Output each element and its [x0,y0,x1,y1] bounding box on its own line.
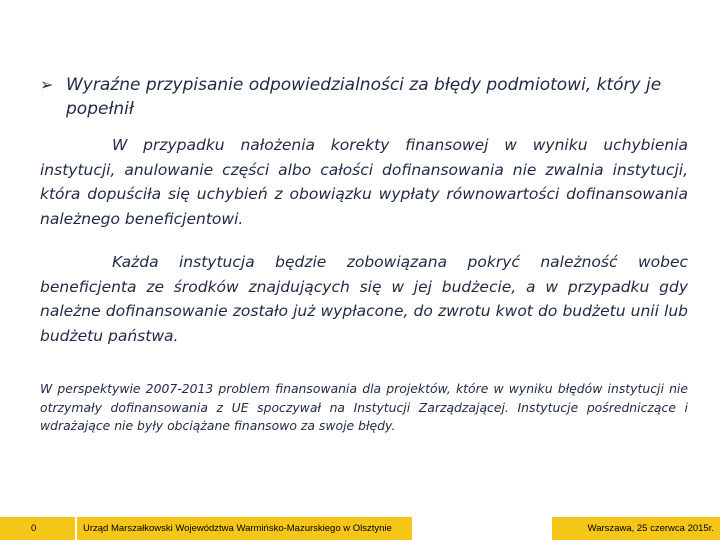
footer-date-box [552,517,720,540]
footer-date: Warszawa, 25 czerwca 2015r. [587,523,714,534]
slide-heading [40,73,690,121]
footer-organization-box [77,517,412,540]
page-number: 0 [31,523,37,534]
heading-text: Wyraźne przypisanie odpowiedzialności za błędy podmiotowi, który je popełnił [66,75,662,119]
paragraph-correction: W przypadku nałożenia korekty finansowej w wyniku uchybienia instytucji, anulowanie części albo całości dofinansowania nie zwalnia instytucji, która dopuściła się uchybień z obowiązku wypłaty równowartości dofinansowania należnego beneficjentowi. [40,136,688,228]
arrow-bullet-icon: ➢ [40,75,54,94]
footer-organization: Urząd Marszałkowski Województwa Warmińsko-Mazurskiego w Olsztynie [83,523,392,534]
footer [0,517,720,540]
footer-page-box [0,517,75,540]
perspective-note: W perspektywie 2007-2013 problem finansowania dla projektów, które w wyniku błędów instytucji nie otrzymały dofinansowania z UE spoczywał na Instytucji Zarządzającej. Instytucje pośredniczące i wdrażające nie były obciążane finansowo za swoje błędy. [40,381,688,433]
paragraph-obligation: Każda instytucja będzie zobowiązana pokryć należność wobec beneficjenta ze środków znajdujących się w jej budżecie, a w przypadku gdy należne dofinansowanie zostało już wypłacone, do zwrotu kwot do budżetu unii lub budżetu państwa. [40,253,688,345]
